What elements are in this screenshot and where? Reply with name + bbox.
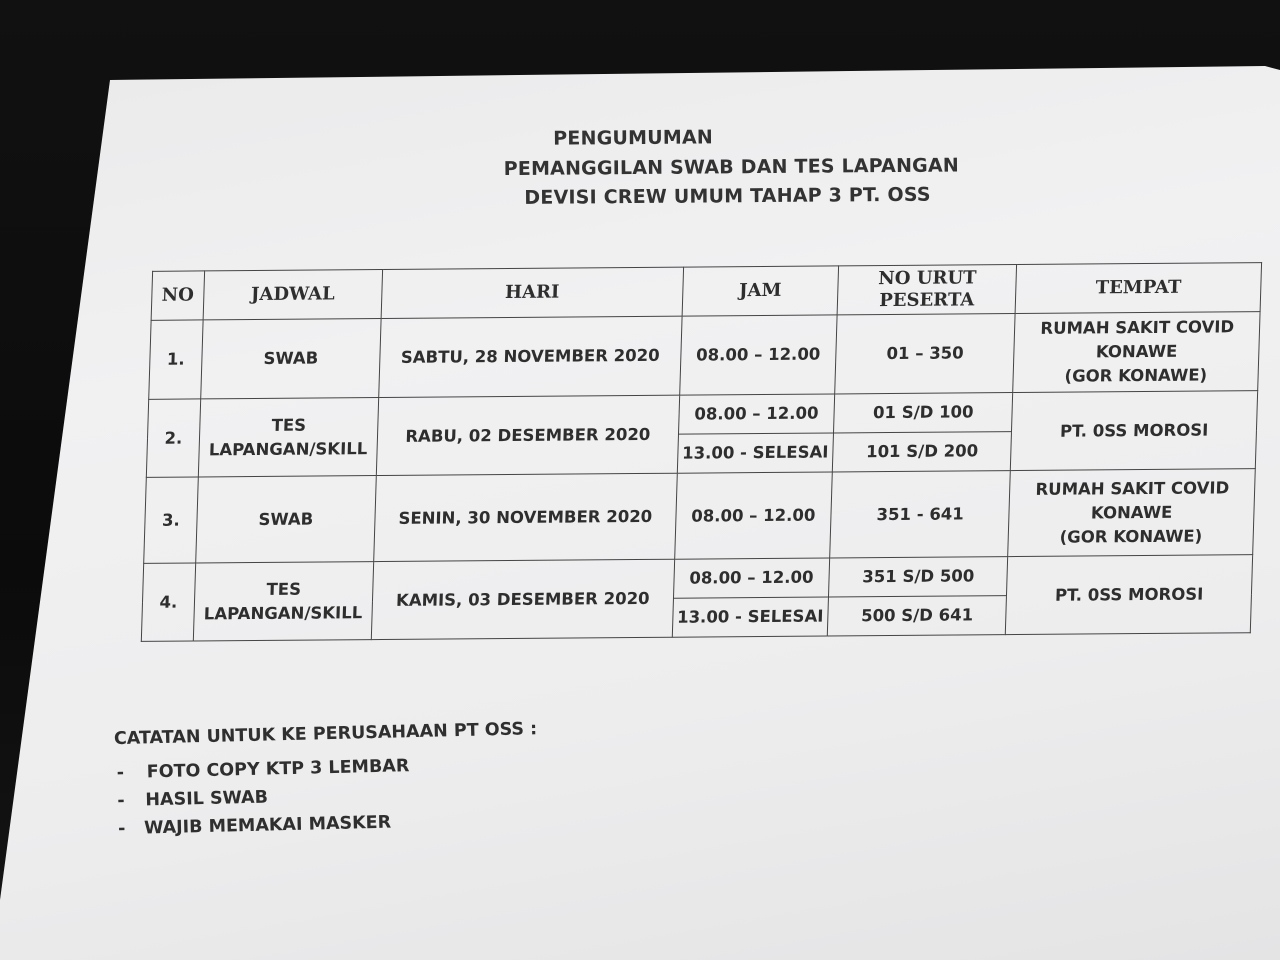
announcement-title: PENGUMUMAN [553,126,714,150]
row-peserta: 500 S/D 641 [827,596,1006,636]
tempat-line: (GOR KONAWE) [1064,365,1208,386]
row-jam: 08.00 – 12.00 [678,394,835,434]
tempat-line: KONAWE [1095,341,1178,362]
row-jam: 08.00 – 12.00 [673,558,830,598]
header-jam: JAM [682,266,839,316]
bullet-dash: - [117,818,126,840]
row-number: 3. [144,477,198,563]
header-jadwal: JADWAL [203,270,383,320]
row-tempat [1013,312,1260,393]
row-tempat: PT. 0SS MOROSI [1011,391,1258,471]
jadwal-line: LAPANGAN/SKILL [208,438,368,459]
row-number: 1. [149,320,203,399]
header-no-urut-line1: NO URUT [878,267,977,290]
row-jam: 13.00 - SELESAI [672,597,829,637]
row-jadwal [198,398,379,477]
row-hari: SENIN, 30 NOVEMBER 2020 [374,473,677,561]
announcement-subtitle: PEMANGGILAN SWAB DAN TES LAPANGAN [503,154,960,181]
jadwal-line: LAPANGAN/SKILL [203,602,363,623]
header-no: NO [151,271,204,320]
table-header-row [151,263,1261,321]
row-peserta: 01 S/D 100 [834,393,1013,433]
row-jam: 08.00 – 12.00 [679,315,837,395]
table-row [149,312,1260,400]
header-no-urut-peserta [837,265,1017,315]
bullet-dash: - [117,790,125,812]
row-hari: SABTU, 28 NOVEMBER 2020 [379,316,682,397]
row-hari: RABU, 02 DESEMBER 2020 [376,395,679,475]
bullet-dash: - [116,762,125,784]
tempat-line: RUMAH SAKIT COVID [1040,317,1235,338]
row-jadwal [193,562,374,641]
row-tempat: PT. 0SS MOROSI [1006,555,1253,635]
row-jam: 08.00 – 12.00 [674,472,832,559]
table-row [144,469,1256,564]
row-jadwal: SWAB [201,319,382,399]
row-hari: KAMIS, 03 DESEMBER 2020 [371,559,674,639]
table-row [143,555,1253,603]
header-hari: HARI [381,267,683,318]
schedule-table [141,262,1262,642]
row-number: 4. [141,563,195,641]
note-text: HASIL SWAB [145,787,269,811]
table-row [148,391,1258,439]
announcement-division: DEVISI CREW UMUM TAHAP 3 PT. OSS [524,183,931,209]
jadwal-line: TES [266,579,302,599]
header-no-urut-line2: PESERTA [878,289,975,312]
row-peserta: 351 - 641 [830,471,1011,558]
tempat-line: (GOR KONAWE) [1059,526,1203,547]
header-tempat: TEMPAT [1015,263,1261,314]
tempat-line: KONAWE [1090,502,1173,522]
row-jam: 13.00 - SELESAI [677,433,834,473]
notes-section [114,719,540,843]
notes-heading: CATATAN UNTUK KE PERUSAHAAN PT OSS : [113,719,538,750]
jadwal-line: TES [271,415,307,435]
tempat-line: RUMAH SAKIT COVID [1035,477,1230,499]
note-text: FOTO COPY KTP 3 LEMBAR [146,756,410,783]
row-peserta: 101 S/D 200 [832,432,1011,472]
row-peserta: 01 – 350 [835,314,1016,394]
row-number: 2. [146,399,200,477]
note-text: WAJIB MEMAKAI MASKER [143,812,392,839]
row-tempat [1008,469,1255,557]
row-jadwal: SWAB [196,476,377,563]
row-peserta: 351 S/D 500 [829,557,1008,597]
